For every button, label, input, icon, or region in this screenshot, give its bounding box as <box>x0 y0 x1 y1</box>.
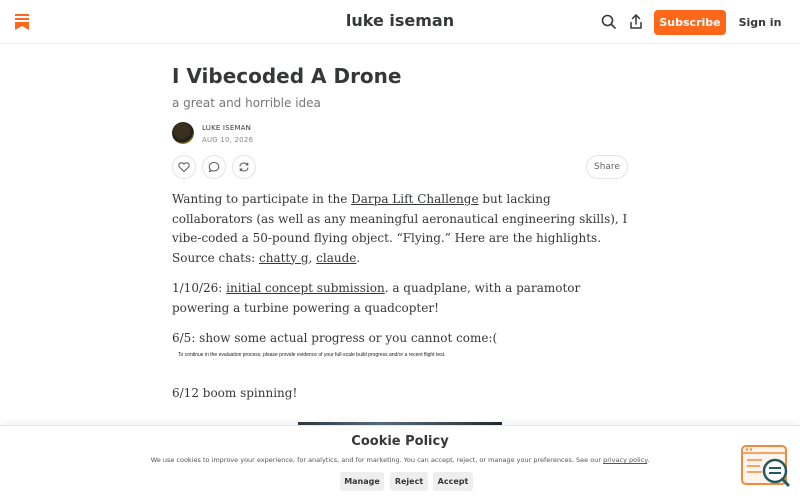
reject-cookies-button[interactable]: Reject <box>390 472 428 491</box>
initial-concept-submission-link[interactable]: initial concept submission <box>226 281 385 295</box>
text-run: . <box>356 250 361 265</box>
text-run: Wanting to participate in the <box>172 192 352 206</box>
site-title[interactable]: luke iseman <box>345 11 455 30</box>
post-date: AUG 10, 2026 <box>202 136 254 144</box>
heart-icon <box>178 161 190 173</box>
post-title: I Vibecoded A Drone <box>172 64 402 88</box>
author-avatar[interactable] <box>172 122 194 144</box>
text-run: , <box>308 250 317 265</box>
paragraph-concept <box>172 279 628 318</box>
text-run: We use cookies to improve your experience, for analytics, and for marketing. You can accept, reject, or manage your preferences. See our <box>150 456 604 464</box>
text-run: . <box>647 456 650 464</box>
text-run: 1/10/26: <box>172 281 227 295</box>
bookmark-logo-icon[interactable] <box>15 14 29 30</box>
chatty-g-link[interactable]: chatty g <box>259 250 309 265</box>
share-icon[interactable] <box>627 13 645 31</box>
accept-cookies-button[interactable]: Accept <box>433 472 473 491</box>
claude-link[interactable]: claude <box>316 250 357 265</box>
post-subtitle: a great and horrible idea <box>172 96 321 110</box>
comment-icon <box>208 161 220 173</box>
subscribe-button[interactable]: Subscribe <box>654 10 726 35</box>
paragraph-progress: 6/5: show some actual progress or you cannot come:( <box>172 331 498 345</box>
embedded-screenshot-text: To continue in the evaluation process, please provide evidence of your full-scale build progress and/or a recent flight test. <box>178 352 446 358</box>
paragraph-intro <box>172 190 628 268</box>
text-run: but lacking collaborators (as well as any meaningful aeronautical engineering skills), I vibe-coded a 50-pound flying object. “Flying.” Here are the highlights. Source chats: <box>172 192 628 265</box>
restack-button[interactable] <box>232 155 256 179</box>
post-actions <box>172 155 628 181</box>
like-button[interactable] <box>172 155 196 179</box>
article <box>172 62 628 349</box>
cookie-text <box>0 456 800 464</box>
darpa-lift-challenge-link[interactable]: Darpa Lift Challenge <box>351 192 479 206</box>
comment-button[interactable] <box>202 155 226 179</box>
cookie-preferences-icon[interactable] <box>740 444 792 490</box>
cookie-title: Cookie Policy <box>351 434 449 449</box>
privacy-policy-link[interactable]: privacy policy <box>603 456 648 464</box>
restack-icon <box>238 161 250 173</box>
paragraph-boom-spinning: 6/12 boom spinning! <box>172 386 298 400</box>
top-bar <box>0 0 800 44</box>
share-button[interactable]: Share <box>586 155 628 179</box>
cookie-banner <box>0 425 800 500</box>
text-run: . a quadplane, with a paramotor powering a turbine powering a quadcopter! <box>172 281 581 315</box>
manage-cookies-button[interactable]: Manage <box>340 472 384 491</box>
search-icon[interactable] <box>600 13 618 31</box>
author-name[interactable]: LUKE ISEMAN <box>202 124 252 132</box>
sign-in-button[interactable]: Sign in <box>738 16 782 29</box>
byline <box>172 122 628 148</box>
